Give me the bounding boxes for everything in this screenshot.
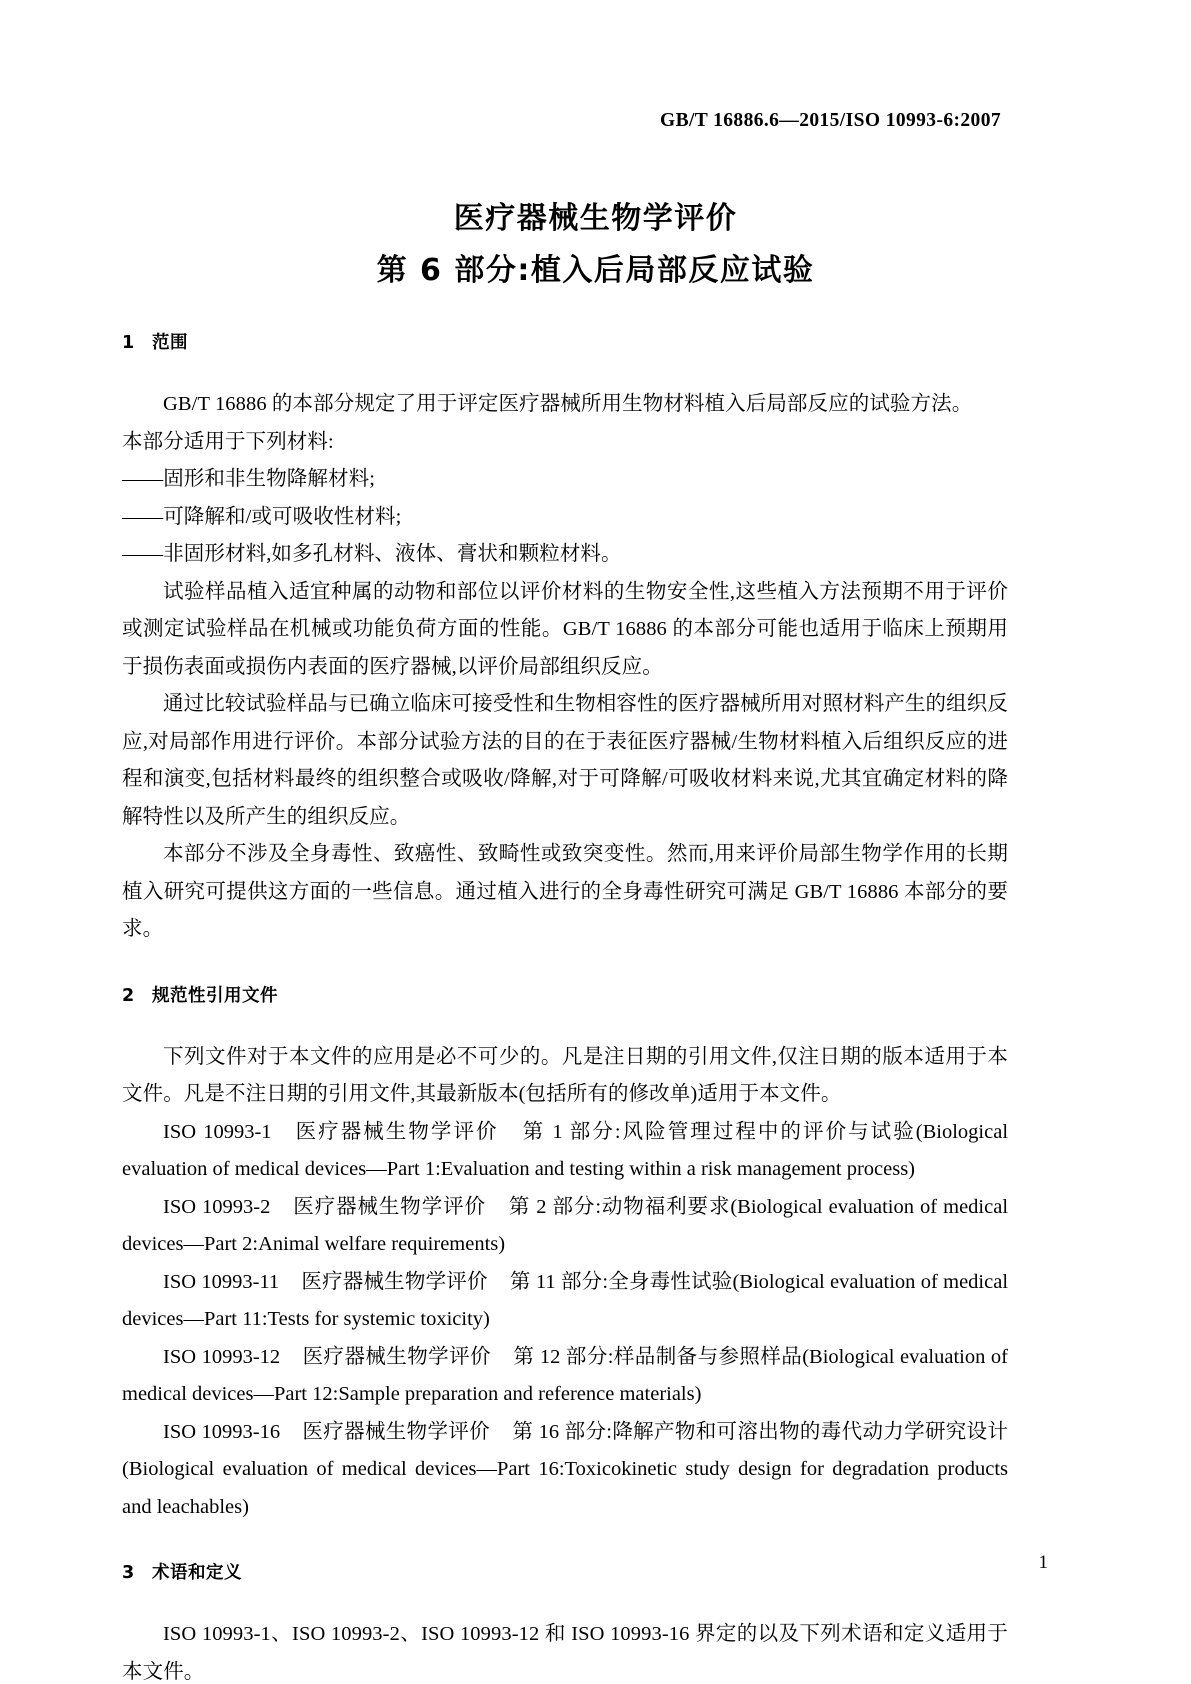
scope-list-item-1: ——固形和非生物降解材料; — [122, 468, 375, 490]
terms-paragraph-1: ISO 10993-1、ISO 10993-2、ISO 10993-12 和 ISO 10993-16 界定的以及下列术语和定义适用于本文件。 — [122, 1623, 1008, 1683]
clause-heading-3 — [122, 1560, 1008, 1586]
clause-2-number: 2 — [122, 985, 135, 1006]
ref-part-cn: 第 1 部分:风险管理过程中的评价与试验 — [520, 1120, 916, 1143]
title-line-2: 第 6 部分:植入后局部反应试验 — [376, 253, 815, 288]
title-line-1: 医疗器械生物学评价 — [453, 201, 738, 236]
ref-title-cn: 医疗器械生物学评价 — [292, 1195, 486, 1218]
scope-paragraph-2: 本部分适用于下列材料: — [122, 430, 334, 453]
scope-list-item-2: ——可降解和/或可吸收性材料; — [122, 505, 402, 528]
ref-title-cn: 医疗器械生物学评价 — [302, 1345, 491, 1368]
ref-part-cn: 第 12 部分:样品制备与参照样品 — [512, 1345, 803, 1368]
clause-3-number: 3 — [122, 1563, 135, 1583]
ref-id: ISO 10993-11 — [163, 1270, 280, 1293]
ref-id: ISO 10993-2 — [163, 1195, 271, 1218]
scope-paragraph-3: 试验样品植入适宜种属的动物和部位以评价材料的生物安全性,这些植入方法预期不用于评价或测定试验样品在机械或功能负荷方面的性能。GB/T 16886 的本部分可能也适用于临床上预期用于损伤表面或损伤内表面的医疗器械,以评价局部组织反应。 — [122, 580, 1008, 678]
normative-ref-item — [122, 1414, 1008, 1527]
ref-title-en: (Biological evaluation of medical devices—Part 16:Toxicokinetic study design for degradation products and leachables) — [122, 1458, 1008, 1518]
scope-paragraph-5: 本部分不涉及全身毒性、致癌性、致畸性或致突变性。然而,用来评价局部生物学作用的长期植入研究可提供这方面的一些信息。通过植入进行的全身毒性研究可满足 GB/T 16886 本部分的要求。 — [122, 843, 1008, 940]
clause-2-title: 规范性引用文件 — [152, 985, 278, 1006]
document-title — [0, 195, 1191, 295]
ref-id: ISO 10993-12 — [163, 1345, 281, 1368]
ref-id: ISO 10993-16 — [163, 1420, 281, 1443]
clause-1-title: 范围 — [152, 333, 188, 353]
normative-ref-item — [122, 1114, 1008, 1189]
scope-paragraph-4: 通过比较试验样品与已确立临床可接受性和生物相容性的医疗器械所用对照材料产生的组织反应,对局部作用进行评价。本部分试验方法的目的在于表征医疗器械/生物材料植入后组织反应的进程和演变,包括材料最终的组织整合或吸收/降解,对于可降解/可吸收材料来说,尤其宜确定材料的降解特性以及所产生的组织反应。 — [122, 693, 1008, 828]
ref-part-cn: 第 16 部分:降解产物和可溶出物的毒代动力学研究设计 — [512, 1420, 1008, 1443]
scope-list-item-3: ——非固形材料,如多孔材料、液体、膏状和颗粒材料。 — [122, 543, 622, 565]
normative-ref-item — [122, 1339, 1008, 1414]
ref-title-en: (Biological evaluation of medical devices—Part 11:Tests for systemic toxicity) — [122, 1270, 1009, 1330]
ref-id: ISO 10993-1 — [163, 1120, 272, 1143]
ref-title-cn: 医疗器械生物学评价 — [302, 1420, 490, 1443]
normative-ref-item — [122, 1264, 1008, 1339]
ref-title-en: (Biological evaluation of medical devices—Part 1:Evaluation and testing within a risk management process) — [122, 1120, 1009, 1180]
clause-1-number: 1 — [122, 333, 135, 353]
standard-code: GB/T 16886.6—2015/ISO 10993-6:2007 — [660, 110, 1001, 131]
scope-paragraph-1: GB/T 16886 的本部分规定了用于评定医疗器械所用生物材料植入后局部反应的试验方法。 — [163, 393, 973, 415]
running-header — [0, 110, 1191, 132]
normative-ref-item — [122, 1189, 1008, 1264]
clause-3-title: 术语和定义 — [152, 1563, 242, 1583]
normative-refs-intro: 下列文件对于本文件的应用是必不可少的。凡是注日期的引用文件,仅注日期的版本适用于本文件。凡是不注日期的引用文件,其最新版本(包括所有的修改单)适用于本文件。 — [122, 1045, 1008, 1105]
page-number: 1 — [1038, 1552, 1048, 1573]
clause-heading-2 — [122, 983, 1008, 1009]
ref-part-cn: 第 2 部分:动物福利要求 — [507, 1195, 731, 1218]
ref-title-en: (Biological evaluation of medical devices—Part 2:Animal welfare requirements) — [122, 1195, 1009, 1255]
document-body — [122, 330, 1008, 1684]
ref-title-en: (Biological evaluation of medical devices—Part 12:Sample preparation and reference materials) — [122, 1345, 1008, 1405]
ref-title-cn: 医疗器械生物学评价 — [301, 1270, 488, 1293]
ref-title-cn: 医疗器械生物学评价 — [293, 1120, 499, 1143]
clause-heading-1 — [122, 330, 1008, 356]
ref-part-cn: 第 11 部分:全身毒性试验 — [509, 1270, 733, 1293]
